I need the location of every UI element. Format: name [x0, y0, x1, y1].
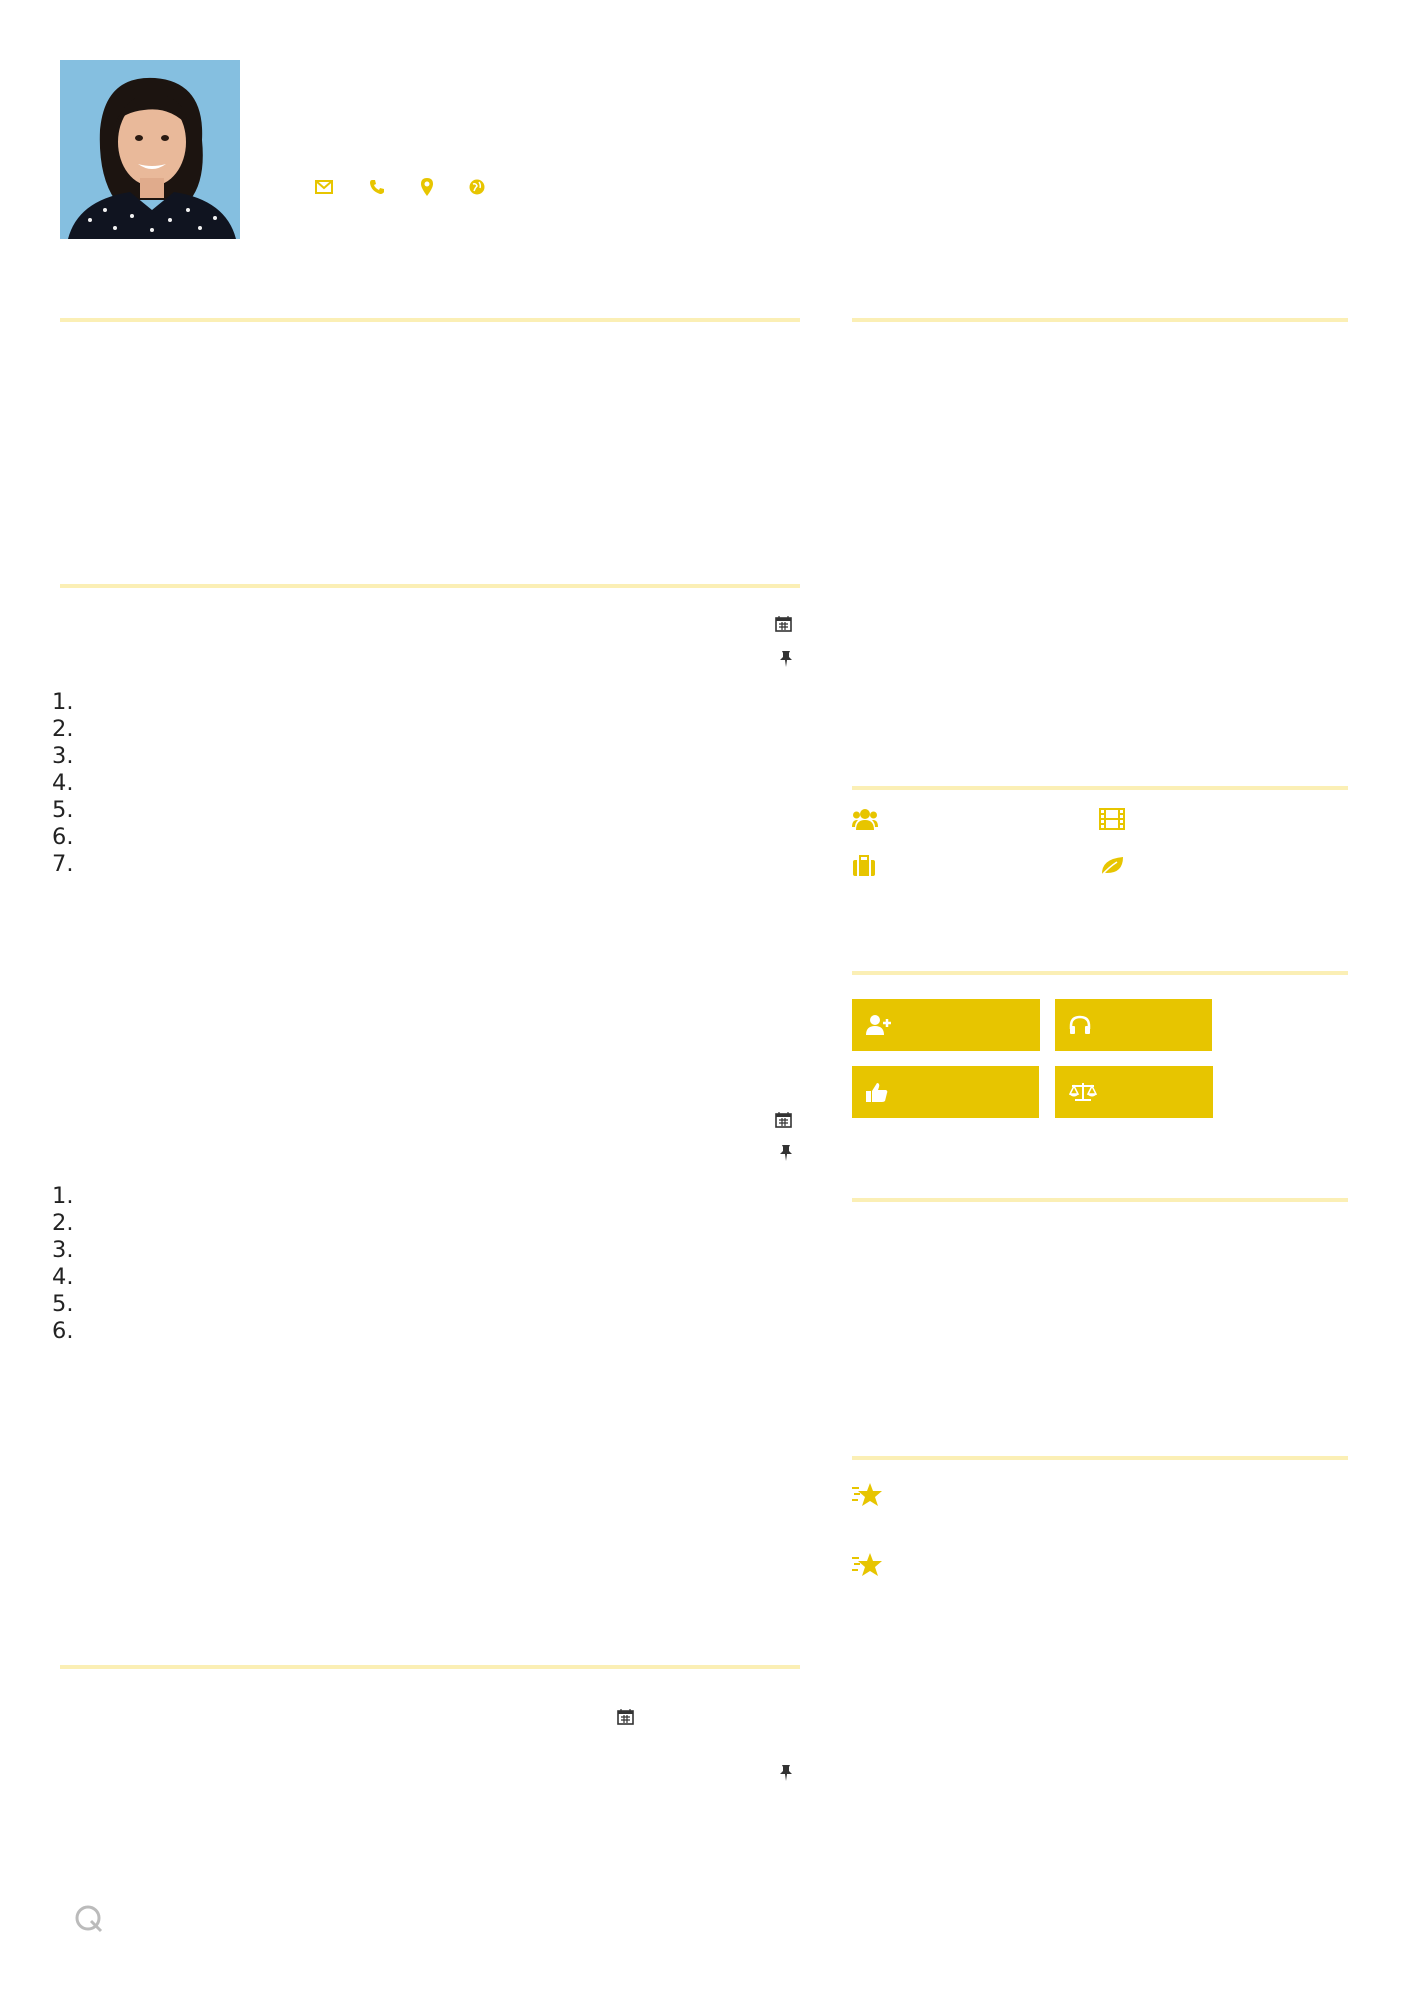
- star-icon: [852, 1552, 884, 1578]
- list-item: 3.: [52, 1237, 74, 1263]
- footer-powered-by: [60, 1904, 116, 1934]
- strength-mentorship: [852, 999, 1040, 1051]
- envelope-icon: [315, 180, 333, 194]
- thumbs-up-icon: [866, 1082, 888, 1102]
- interest-sports-coaching: [852, 855, 888, 877]
- pushpin-icon: [780, 651, 792, 667]
- list-item: 1.: [52, 689, 74, 715]
- pushpin-icon: [780, 1765, 792, 1781]
- education-start: [642, 1690, 704, 1725]
- job-dates: [775, 615, 800, 632]
- film-icon: [1099, 808, 1125, 830]
- list-item: 3.: [52, 743, 74, 769]
- achievement-item: [852, 1548, 1352, 1578]
- star-icon: [852, 1482, 884, 1508]
- job-dates: [775, 1111, 800, 1128]
- list-item: 5.: [52, 1291, 74, 1317]
- calendar-icon: [775, 1111, 792, 1128]
- interest-film: [1099, 808, 1137, 830]
- strength-listening: [1055, 999, 1212, 1051]
- job-location: [780, 1145, 800, 1161]
- strength-fairness: [1055, 1066, 1213, 1118]
- list-item: 4.: [52, 770, 74, 796]
- experience-divider: [60, 584, 800, 588]
- summary-divider: [60, 318, 800, 322]
- list-item: 4.: [52, 1264, 74, 1290]
- education-end: [714, 1690, 764, 1725]
- job-bullets: [52, 1183, 802, 1345]
- list-item: 2.: [52, 1210, 74, 1236]
- interests-divider: [852, 786, 1348, 790]
- contact-bar: [315, 178, 521, 196]
- user-plus-icon: [866, 1015, 892, 1035]
- strengths-divider: [852, 971, 1348, 975]
- achievement-item: [852, 1478, 1352, 1508]
- education-divider: [60, 1665, 800, 1669]
- education-dates: [617, 1690, 764, 1725]
- education-date-separator: [704, 1700, 714, 1725]
- leaf-icon: [1099, 855, 1125, 877]
- interest-gardening: [1099, 855, 1137, 877]
- contact-phone[interactable]: [369, 179, 401, 195]
- languages-divider: [852, 1198, 1348, 1202]
- education-location: [780, 1765, 800, 1781]
- briefcase-icon: [852, 855, 876, 877]
- skills-divider: [852, 318, 1348, 322]
- calendar-icon: [617, 1708, 634, 1725]
- pushpin-icon: [780, 1145, 792, 1161]
- globe-icon: [469, 179, 485, 195]
- headphones-icon: [1069, 1015, 1091, 1035]
- phone-icon: [369, 179, 385, 195]
- list-item: 2.: [52, 716, 74, 742]
- achievements-divider: [852, 1456, 1348, 1460]
- list-item: 6.: [52, 1318, 74, 1344]
- map-pin-icon: [421, 178, 433, 196]
- list-item: 6.: [52, 824, 74, 850]
- list-item: 5.: [52, 797, 74, 823]
- qwikresume-logo-icon: [74, 1904, 104, 1934]
- job-location: [780, 651, 800, 667]
- strength-confidence: [852, 1066, 1039, 1118]
- list-item: 7.: [52, 851, 74, 877]
- contact-email[interactable]: [315, 180, 349, 194]
- contact-website[interactable]: [469, 179, 501, 195]
- profile-photo: [60, 60, 240, 239]
- contact-location: [421, 178, 449, 196]
- job-bullets: [52, 689, 802, 878]
- list-item: 1.: [52, 1183, 74, 1209]
- balance-scale-icon: [1069, 1082, 1097, 1102]
- interest-blogging: [852, 808, 890, 830]
- users-icon: [852, 808, 878, 830]
- calendar-icon: [775, 615, 792, 632]
